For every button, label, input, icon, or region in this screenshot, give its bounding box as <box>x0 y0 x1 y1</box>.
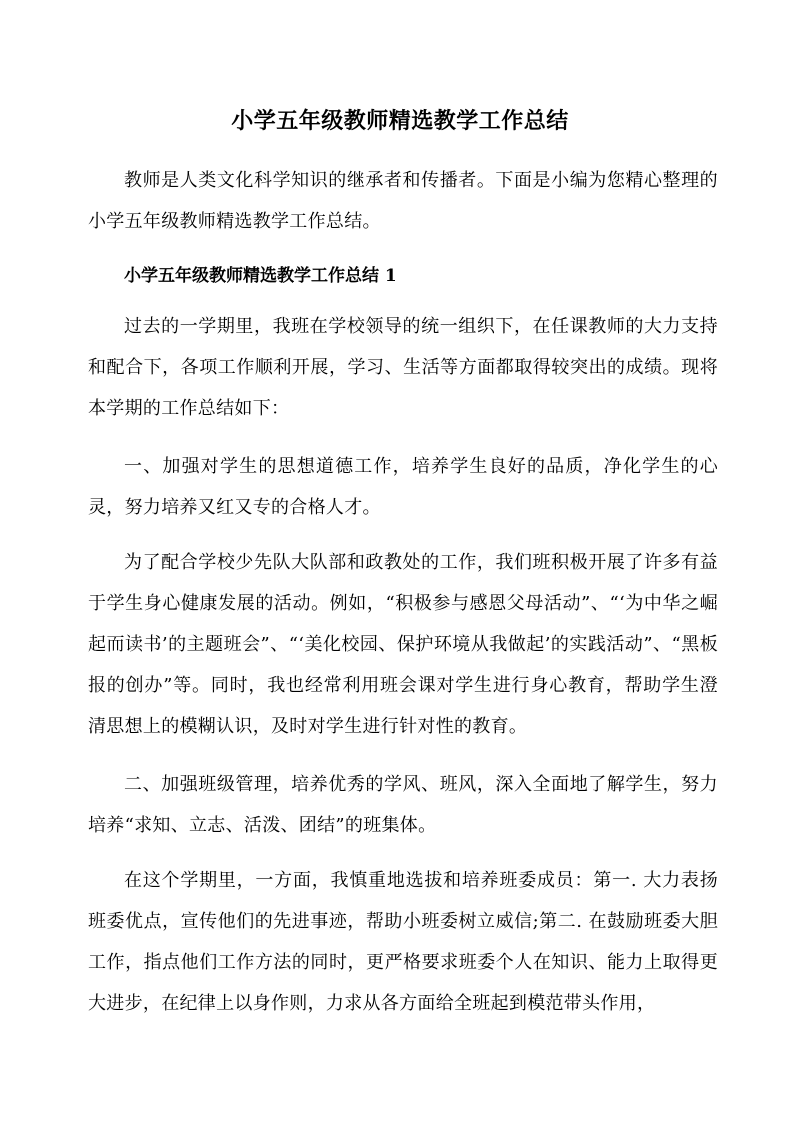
body-paragraph-5: 在这个学期里，一方面，我慎重地选拔和培养班委成员：第一. 大力表扬班委优点，宣传他们的先进事迹，帮助小班委树立威信;第二. 在鼓励班委大胆工作，指点他们工作方法的同时，更严格要求班委个人在知识、能力上取得更大进步，在纪律上以身作则，力求从各方面给全班起到模范带头作用， <box>88 870 718 1014</box>
body-paragraph-1: 过去的一学期里，我班在学校领导的统一组织下，在任课教师的大力支持和配合下，各项工作顺利开展，学习、生活等方面都取得较突出的成绩。现将本学期的工作总结如下： <box>88 316 718 419</box>
body-paragraph-2: 一、加强对学生的思想道德工作，培养学生良好的品质，净化学生的心灵，努力培养又红又专的合格人才。 <box>88 456 718 518</box>
body-paragraph-3: 为了配合学校少先队大队部和政教处的工作，我们班积极开展了许多有益于学生身心健康发展的活动。例如，“积极参与感恩父母活动”、“‘为中华之崛起而读书’的主题班会”、“‘美化校园、保护环境从我做起’的实践活动”、“黑板报的创办”等。同时，我也经常利用班会课对学生进行身心教育，帮助学生澄清思想上的模糊认识，及时对学生进行针对性的教育。 <box>88 552 718 737</box>
section-heading: 小学五年级教师精选教学工作总结 1 <box>124 266 397 286</box>
document-title: 小学五年级教师精选教学工作总结 <box>231 108 569 134</box>
body-paragraph-4: 二、加强班级管理，培养优秀的学风、班风，深入全面地了解学生，努力培养“求知、立志、活泼、团结”的班集体。 <box>88 774 718 836</box>
intro-paragraph: 教师是人类文化科学知识的继承者和传播者。下面是小编为您精心整理的小学五年级教师精选教学工作总结。 <box>88 170 718 232</box>
